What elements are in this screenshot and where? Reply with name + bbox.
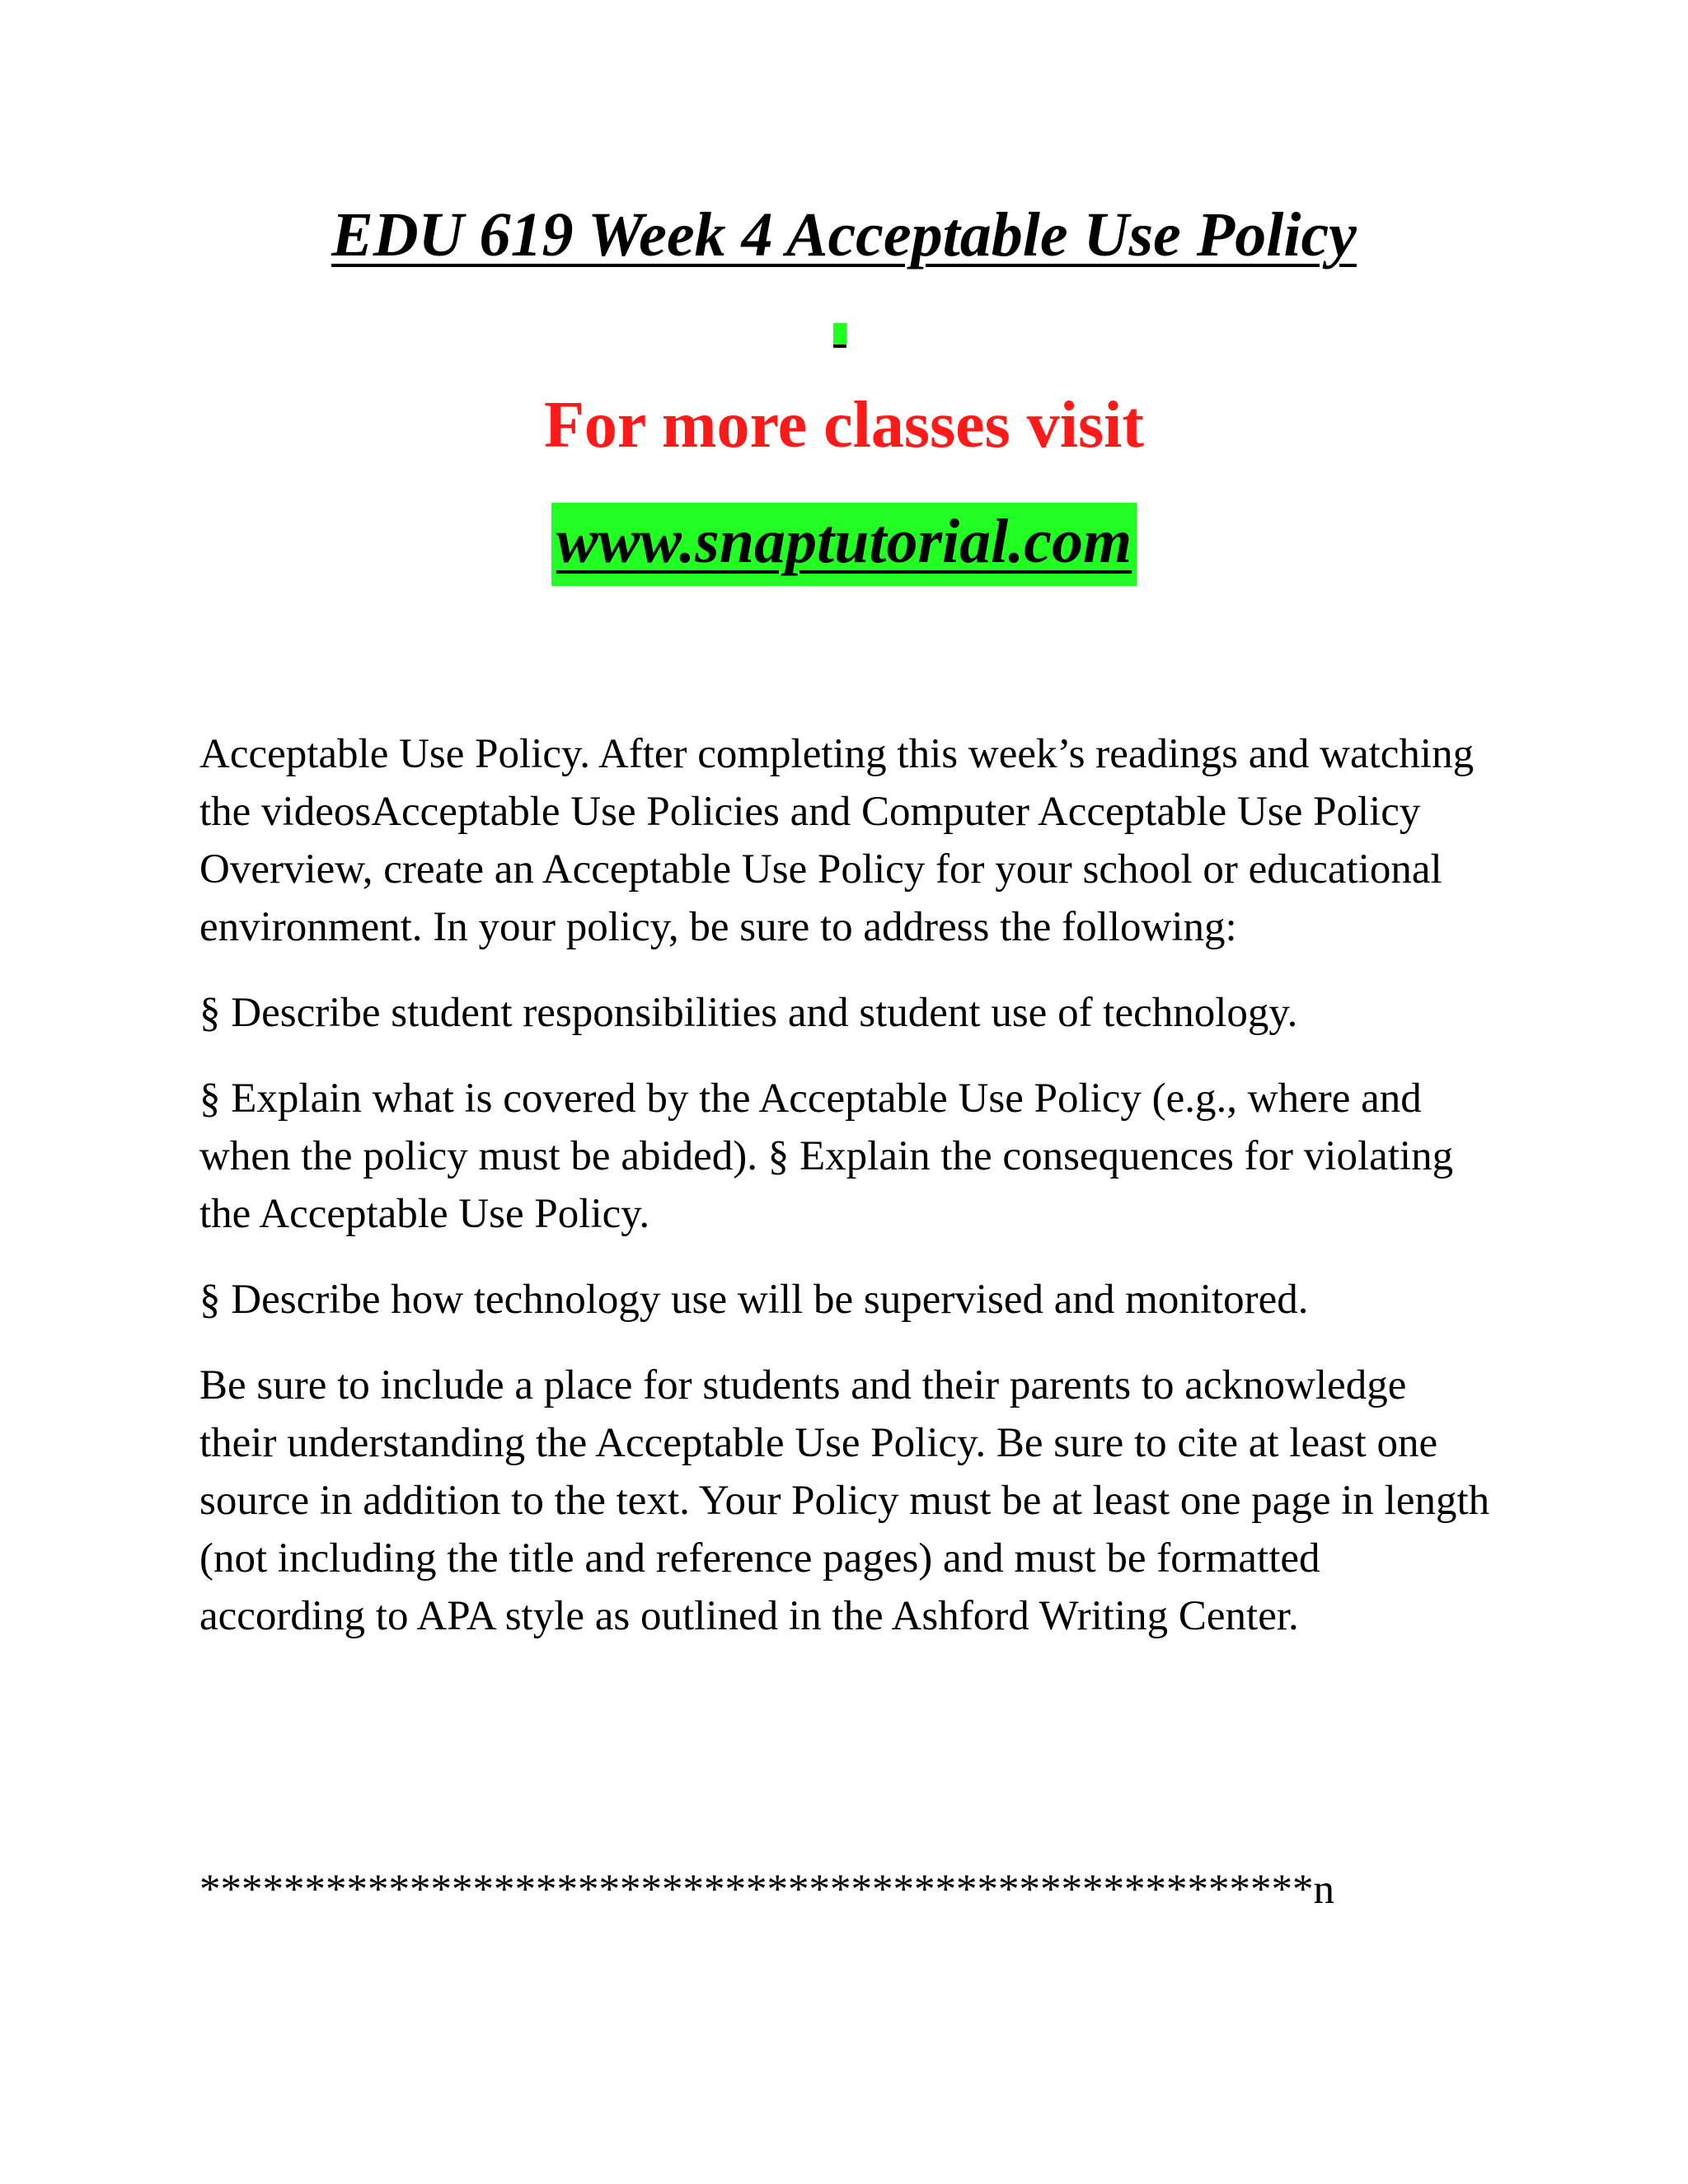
visit-text: For more classes visit — [543, 389, 1144, 462]
bullet-supervision: § Describe how technology use will be supervised and monitored. — [199, 1277, 1309, 1323]
closing-paragraph: Be sure to include a place for students and their parents to acknowledge their understanding the Acceptable Use Policy. Be sure to cite at least one source in addition to the text. Your Policy must be at least one page in length (not including the title and reference pages) and must be formatted according to APA style as outlined in the Ashford Writing Center. — [199, 1362, 1490, 1639]
website-link[interactable]: www.snaptutorial.com — [551, 503, 1137, 586]
intro-paragraph: Acceptable Use Policy. After completing this week’s readings and watching the videosAcceptable Use Policies and Computer Acceptable Use Policy Overview, create an Acceptable Use Policy for your school or educational environment. In your policy, be sure to address the following: — [199, 731, 1475, 950]
website-link-wrap — [0, 503, 1688, 586]
highlight-mark — [833, 323, 846, 348]
bullet-coverage: § Explain what is covered by the Acceptable Use Policy (e.g., where and when the policy must be abided). § Explain the consequences for violating the Acceptable Use Policy. — [199, 1076, 1454, 1237]
bullet-responsibilities: § Describe student responsibilities and student use of technology. — [199, 990, 1298, 1036]
body-text — [199, 725, 1493, 1673]
separator-line: *****************************************************n — [199, 1867, 1334, 1913]
page-title: EDU 619 Week 4 Acceptable Use Policy — [331, 200, 1357, 269]
